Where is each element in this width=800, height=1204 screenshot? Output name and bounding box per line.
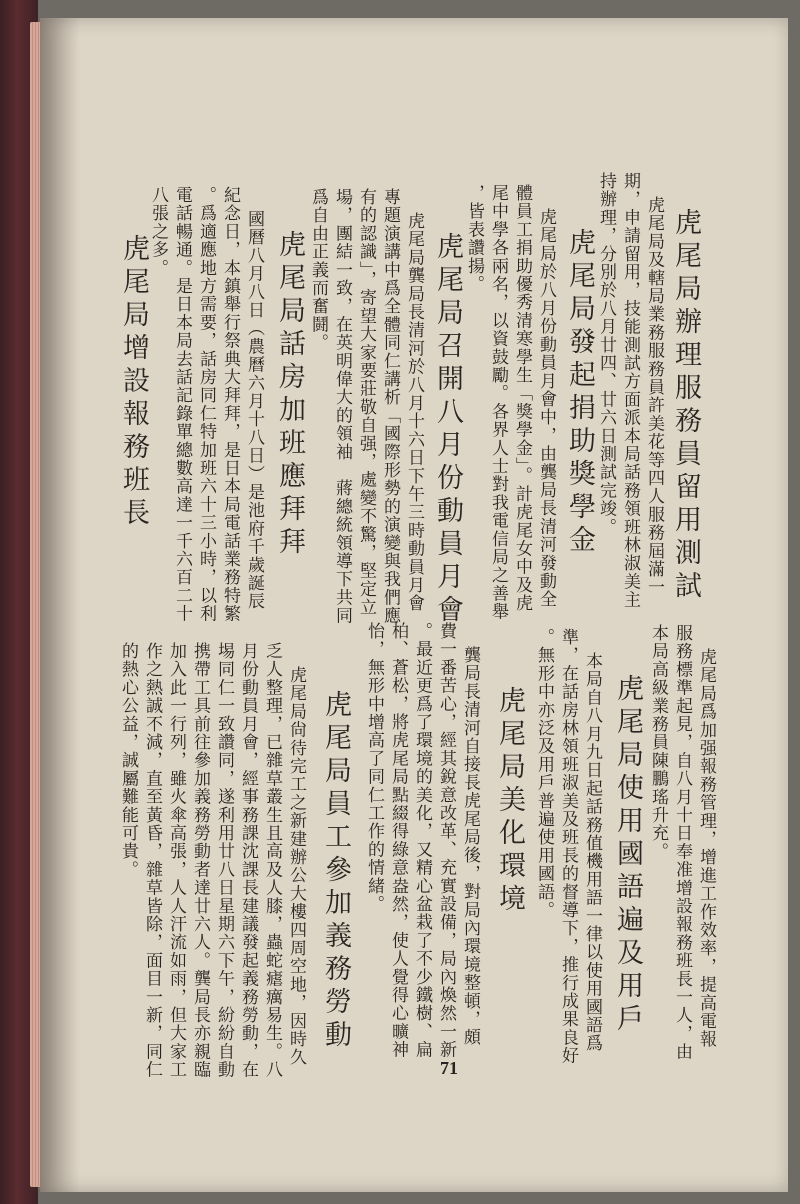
article-text: 本局自八月九日起話務值機用語一律以使用國語爲: [582, 652, 602, 1053]
article-text: 携帶工具前往參加義務勞動者達廿六人。龔局長亦親臨: [190, 642, 210, 1079]
article-text: 虎尾局龔局長清河於八月十六日下午三時動員月會: [404, 212, 424, 613]
article-text: 電話暢通。是日本局去話記錄單總數高達一千六百二十: [172, 186, 192, 623]
article-title: 虎尾局員工參加義務勞動: [320, 690, 351, 1053]
article-text: 柏、蒼松，將虎尾局點綴得綠意盎然，使人覺得心曠神: [388, 622, 408, 1059]
spine-shadow: [40, 18, 80, 1192]
article-text: 本局高級業務員陳鵬瑤升充。: [648, 624, 668, 861]
article-text: 虎尾局及轄局業務服務員許美花等四人服務屆滿一: [644, 196, 664, 597]
article-text: 準，在話房林領班淑美及班長的督導下，推行成果良好: [558, 628, 578, 1065]
article-text: 國曆八月八日（農曆六月十八日）是池府千歲誕辰: [244, 210, 264, 611]
article-text: 。最近更爲了環境的美化，又精心盆栽了不少鐵樹、扁: [412, 622, 432, 1059]
article-text: 八張之多。: [148, 186, 168, 277]
article-text: 作之熱誠不減，直至黃昏，雜草皆除，面目一新，同仁: [142, 642, 162, 1079]
article-text: 龔局長清河自接長虎尾局後，對局內環境整頓，頗: [460, 646, 480, 1047]
article-title: 虎尾局使用國語遍及用戶: [612, 674, 643, 1037]
article-text: 月份動員月會，經事務課沈課長建議發起義務勞動，在: [238, 642, 258, 1079]
article-text: 。爲適應地方需要，話房同仁特加班六十三小時，以利: [196, 186, 216, 623]
article-text: ，皆表讚揚。: [464, 184, 484, 294]
article-text: 加入此一行列，雖火傘高張，人人汗流如雨，但大家工: [166, 642, 186, 1079]
article-title: 虎尾局美化環境: [494, 686, 525, 917]
article-text: 爲自由正義而奮鬪。: [308, 188, 328, 352]
article-text: 虎尾局於八月份動員月會中，由龔局長清河發動全: [536, 208, 556, 609]
article-text: 紀念日，本鎮舉行祭典大拜拜，是日本局電話業務特繁: [220, 186, 240, 623]
article-text: 專題演講中爲全體同仁講析「國際形勢的演變與我們應: [380, 188, 400, 625]
article-text: 尾中學各兩名，以資鼓勵。各界人士對我電信局之善舉: [488, 184, 508, 621]
article-text: 服務標準起見，自八月十日奉准增設報務班長一人，由: [672, 624, 692, 1061]
article-title: 虎尾局發起捐助獎學金: [564, 228, 595, 558]
article-text: 乏人整理，已雜草叢生且高及人膝，蟲蛇瘧癘易生。八: [262, 642, 282, 1079]
article-title: 虎尾局增設報務班長: [118, 234, 149, 531]
article-text: 虎尾局爲加强報務管理，增進工作效率，提高電報: [696, 648, 716, 1049]
article-text: 。無形中亦泛及用戶普遍使用國語。: [534, 628, 554, 920]
book-page: [40, 18, 788, 1192]
page-number: 71: [440, 1058, 458, 1078]
article-title: 虎尾局召開八月份動員月會: [432, 232, 463, 628]
article-text: 有的認識」，寄望大家要莊敬自强，處變不驚，堅定立: [356, 188, 376, 617]
article-text: 怡，無形中增高了同仁工作的情緒。: [364, 622, 384, 914]
article-title: 虎尾局辦理服務員留用測試: [670, 208, 701, 604]
article-title: 虎尾局話房加班應拜拜: [274, 230, 305, 560]
article-text: 費一番苦心，經其銳意改革、充實設備，局內煥然一新: [436, 622, 456, 1059]
article-text: 虎尾局尙待完工之新建辦公大樓四周空地，因時久: [286, 666, 306, 1067]
article-text: 場，團結一致，在英明偉大的領袖 蔣總統領導下共同: [332, 188, 352, 625]
article-text: 期，申請留用，技能測試方面派本局話務領班林淑美主: [620, 172, 640, 609]
article-text: 的熱心公益，誠屬難能可貴。: [118, 642, 138, 879]
article-text: 持辦理，分別於八月廿四、廿六日測試完竣。: [596, 172, 616, 536]
article-text: 埸同仁一致讚同，遂利用廿八日星期六下午，紛紛自動: [214, 642, 234, 1079]
article-text: 體員工捐助優秀清寒學生「獎學金」。計虎尾女中及虎: [512, 184, 532, 613]
